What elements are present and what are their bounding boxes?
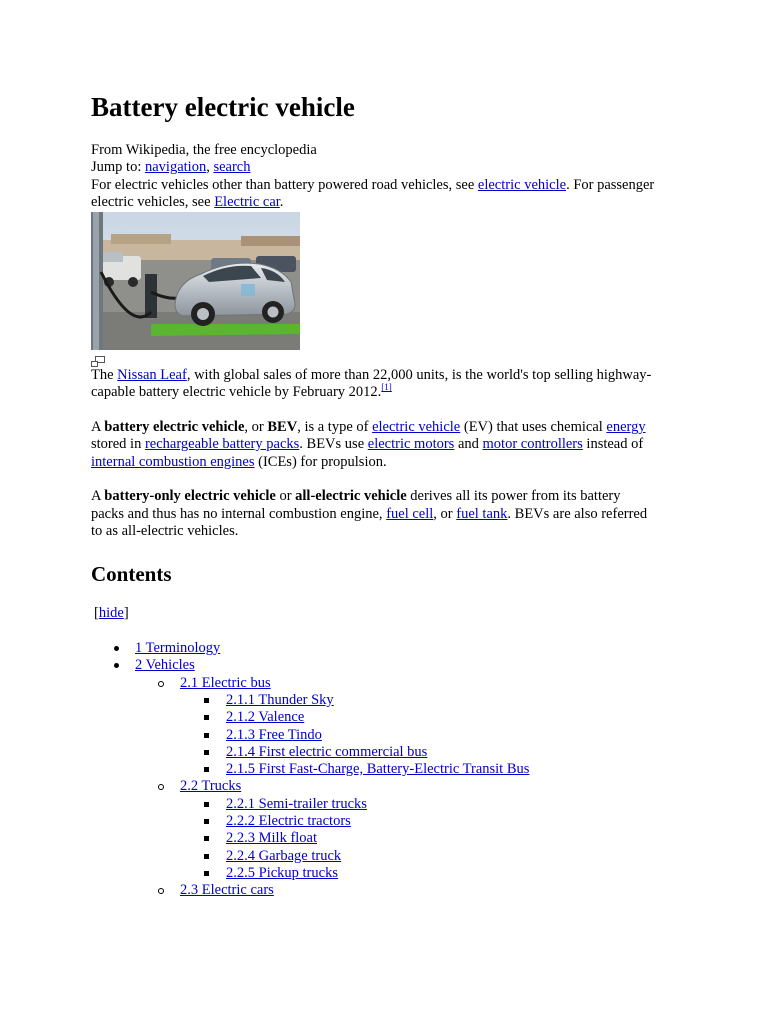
bold-term: all-electric vehicle — [295, 488, 407, 504]
toc-link[interactable]: 2.1 Electric bus — [180, 675, 271, 691]
text: (ICEs) for propulsion. — [254, 454, 387, 470]
caption-line-1 — [91, 367, 651, 385]
toc-item — [226, 709, 304, 726]
text: or — [275, 488, 296, 504]
list-bullet — [158, 784, 164, 790]
toc-link[interactable]: 2.2.2 Electric tractors — [226, 813, 351, 829]
toc-item — [226, 813, 351, 830]
list-bullet — [204, 871, 209, 876]
toc-link[interactable]: 2.2.3 Milk float — [226, 830, 318, 846]
intro-paragraph-line-3 — [91, 454, 387, 472]
list-bullet — [204, 698, 209, 703]
text: A — [91, 419, 105, 435]
fuel-cell-link[interactable]: fuel cell — [386, 506, 434, 522]
text: A — [91, 488, 105, 504]
toc-item — [226, 796, 367, 813]
hatnote-text: For electric vehicles other than battery powered road vehicles, see — [91, 177, 478, 193]
toc-item — [226, 744, 427, 761]
toc-link[interactable]: 2.1.4 First electric commercial bus — [226, 744, 428, 760]
second-paragraph-line-3 — [91, 523, 238, 541]
list-bullet — [204, 854, 209, 859]
list-bullet — [158, 888, 164, 894]
list-bullet — [114, 663, 119, 668]
list-bullet — [204, 802, 209, 807]
fuel-tank-link[interactable]: fuel tank — [456, 506, 508, 522]
toc-link[interactable]: 2.2 Trucks — [180, 778, 242, 794]
toc-item — [180, 675, 271, 692]
toc-item — [180, 778, 241, 795]
bracket: ] — [123, 605, 129, 621]
intro-paragraph-line-1 — [91, 419, 646, 437]
contents-heading: Contents — [91, 562, 172, 586]
nissan-leaf-link[interactable]: Nissan Leaf — [117, 367, 187, 383]
text: (EV) that uses chemical — [460, 419, 607, 435]
text: , or — [244, 419, 268, 435]
electric-vehicle-link[interactable]: electric vehicle — [477, 177, 567, 193]
bold-term: battery-only electric vehicle — [104, 488, 276, 504]
text: , or — [433, 506, 457, 522]
toc-item — [180, 882, 274, 899]
list-bullet — [114, 646, 119, 651]
toc-item — [226, 727, 322, 744]
jump-sep: , — [206, 159, 214, 175]
toc-link[interactable]: 2.1.1 Thunder Sky — [226, 692, 334, 708]
text: derives all its power from its battery — [406, 488, 621, 504]
toc-link[interactable]: 2.1.3 Free Tindo — [226, 727, 322, 743]
hide-toc-link[interactable]: hide — [98, 605, 124, 621]
hatnote-line-1 — [91, 177, 654, 195]
toc-link[interactable]: 2.2.1 Semi-trailer trucks — [226, 796, 367, 812]
text: , is a type of — [297, 419, 373, 435]
toc-link[interactable]: 2 Vehicles — [135, 657, 195, 673]
magnify-icon[interactable] — [91, 355, 105, 366]
toc-toggle — [94, 605, 129, 623]
caption-text: , with global sales of more than 22,000 units, is the world's top selling highway- — [186, 367, 652, 383]
toc-item — [226, 865, 338, 882]
bold-term: BEV — [267, 419, 298, 435]
internal-combustion-link[interactable]: internal combustion engines — [91, 454, 255, 470]
caption-text: capable battery electric vehicle by February 2012. — [91, 384, 382, 400]
page-title: Battery electric vehicle — [91, 92, 355, 122]
second-paragraph-line-1 — [91, 488, 621, 506]
list-bullet — [204, 767, 209, 772]
text: to as all-electric vehicles. — [91, 523, 239, 539]
toc-link[interactable]: 2.1.5 First Fast-Charge, Battery-Electric Transit Bus — [226, 761, 530, 777]
list-bullet — [204, 750, 209, 755]
toc-link[interactable]: 2.1.2 Valence — [226, 709, 305, 725]
hatnote-text: . — [279, 194, 284, 210]
toc-item — [226, 848, 341, 865]
hatnote-text: . For passenger — [566, 177, 655, 193]
toc-link[interactable]: 2.2.4 Garbage truck — [226, 848, 342, 864]
text: packs and thus has no internal combustion engine, — [91, 506, 387, 522]
text: instead of — [582, 436, 644, 452]
text: and — [454, 436, 483, 452]
toc-item — [135, 657, 195, 674]
energy-link[interactable]: energy — [606, 419, 646, 435]
text: . BEVs use — [299, 436, 368, 452]
caption-text: The — [91, 367, 118, 383]
text: stored in — [91, 436, 145, 452]
toc-item — [226, 692, 334, 709]
bracket: [ — [94, 605, 99, 621]
nissan-leaf-photo[interactable] — [91, 212, 300, 350]
intro-paragraph-line-2 — [91, 436, 643, 454]
toc-link[interactable]: 2.3 Electric cars — [180, 882, 274, 898]
toc-item — [226, 761, 529, 778]
electric-car-link[interactable]: Electric car — [214, 194, 280, 210]
caption-line-2 — [91, 384, 392, 402]
site-sub: From Wikipedia, the free encyclopedia — [91, 142, 317, 158]
list-bullet — [158, 681, 164, 687]
electric-vehicle-link[interactable]: electric vehicle — [372, 419, 461, 435]
bold-term: battery electric vehicle — [104, 419, 245, 435]
hatnote-line-2 — [91, 194, 283, 212]
list-bullet — [204, 819, 209, 824]
jump-links — [91, 159, 250, 177]
toc-item — [226, 830, 317, 847]
motor-controllers-link[interactable]: motor controllers — [482, 436, 583, 452]
list-bullet — [204, 733, 209, 738]
hatnote-text: electric vehicles, see — [91, 194, 215, 210]
toc-item — [135, 640, 220, 657]
toc-link[interactable]: 2.2.5 Pickup trucks — [226, 865, 338, 881]
text: . BEVs are also referred — [507, 506, 648, 522]
rechargeable-battery-link[interactable]: rechargeable battery packs — [144, 436, 300, 452]
jump-search-link[interactable]: search — [213, 159, 251, 175]
toc-link[interactable]: 1 Terminology — [135, 640, 221, 656]
jump-prefix: Jump to: — [91, 159, 145, 175]
electric-motors-link[interactable]: electric motors — [367, 436, 455, 452]
second-paragraph-line-2 — [91, 506, 647, 524]
jump-navigation-link[interactable]: navigation — [144, 159, 207, 175]
list-bullet — [204, 836, 209, 841]
list-bullet — [204, 715, 209, 720]
reference-link[interactable]: [1] — [381, 382, 392, 393]
